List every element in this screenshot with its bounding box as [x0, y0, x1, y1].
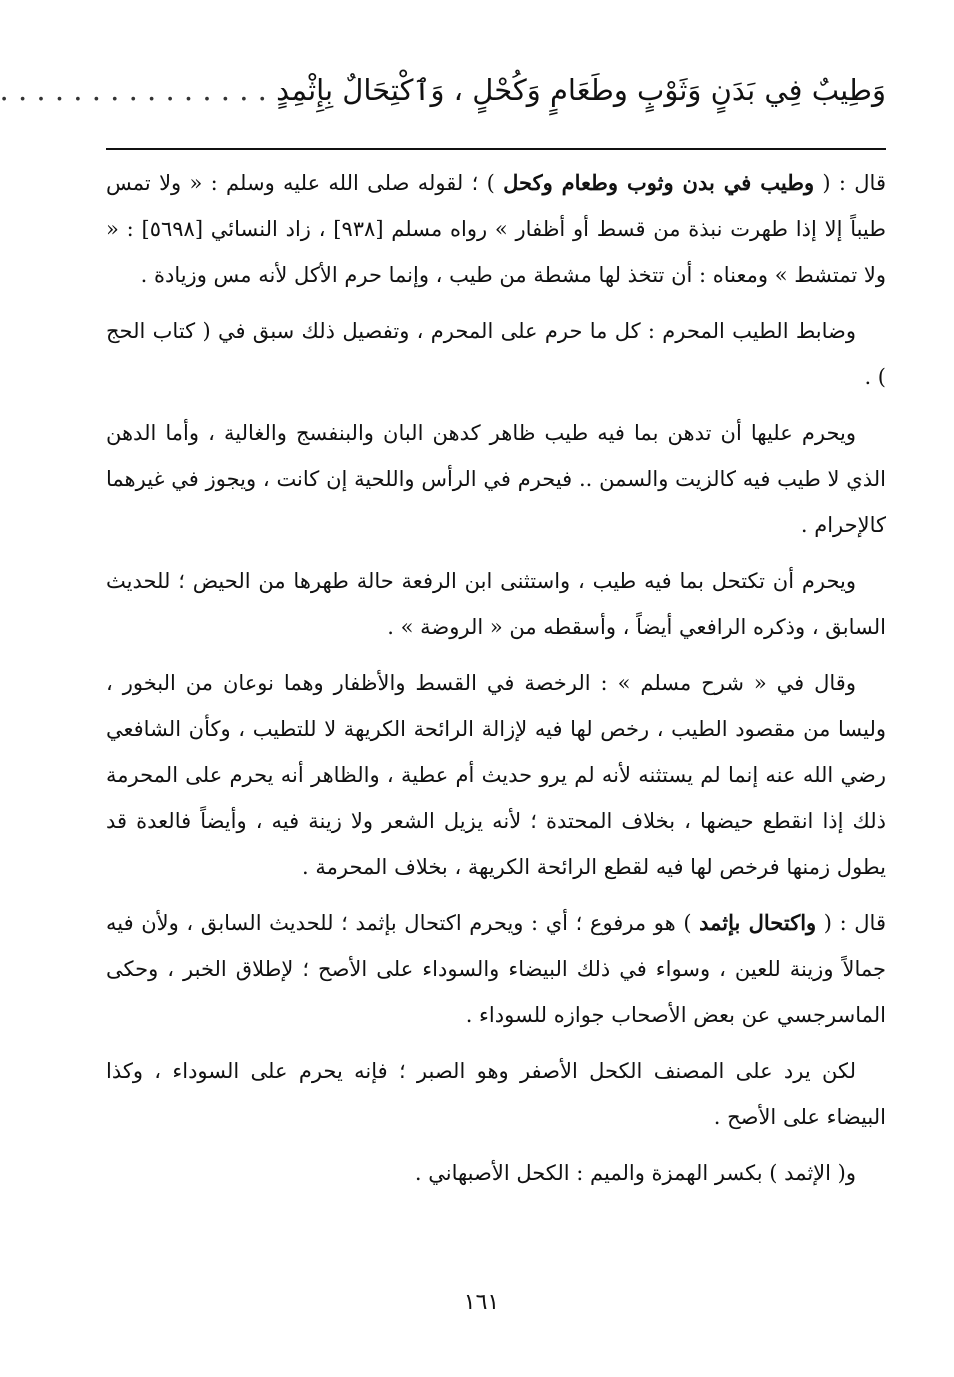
paragraph-6-commentary: ) هو مرفوع ؛ أي : ويحرم اكتحال بإثمد ؛ للحديث السابق ، ولأن فيه جمالاً وزينة للعين ، وسواء في ذلك البيضاء والسوداء على الأصح ؛ لإطلاق الخبر ، وحكى الماسرجسي عن بعض الأصحاب جوازه للسوداء . [106, 911, 886, 1027]
paragraph-1-commentary: ) ؛ لقوله صلى الله عليه وسلم : « ولا تمس طيباً إلا إذا طهرت نبذة من قسط أو أظفار » رواه مسلم [٩٣٨] ، زاد النسائي [٥٦٩٨] : « ولا تمتشط » ومعناه : أن تتخذ لها مشطة من طيب ، وإنما حرم الأكل لأنه مس وزيادة . [106, 171, 886, 287]
paragraph-7: لكن يرد على المصنف الكحل الأصفر وهو الصبر ؛ فإنه يحرم على السوداء ، وكذا البيضاء على الأصح . [106, 1059, 886, 1129]
paragraph-6-intro: قال : ( [816, 911, 886, 935]
matn-quote-1: وطيب في بدن وثوب وطعام وكحل [503, 170, 815, 195]
header-rule [106, 148, 886, 150]
paragraph-4: ويحرم أن تكتحل بما فيه طيب ، واستثنى ابن الرفعة حالة طهرها من الحيض ؛ للحديث السابق ، وذكره الرافعي أيضاً ، وأسقطه من « الروضة » . [106, 569, 886, 639]
paragraph-6 [106, 900, 886, 1038]
paragraph-5: وقال في « شرح مسلم » : الرخصة في القسط والأظفار وهما نوعان من البخور ، وليسا من مقصود الطيب ، رخص لها فيه لإزالة الرائحة الكريهة لا للتطيب ، وكأن الشافعي رضي الله عنه إنما لم يستثنه لأنه لم يرو حديث أم عطية ، والظاهر أنه يحرم على المحرمة ذلك إذا انقطع حيضها ، بخلاف المحتدة ؛ لأنه يزيل الشعر ولا زينة فيه ، وأيضاً فالعدة قد يطول زمنها فرخص لها فيه لقطع الرائحة الكريهة ، بخلاف المحرمة . [106, 671, 886, 879]
page-body [106, 160, 886, 1206]
paragraph-2: وضابط الطيب المحرم : كل ما حرم على المحرم ، وتفصيل ذلك سبق في ( كتاب الحج ) . [106, 319, 886, 389]
paragraph-1 [106, 160, 886, 298]
matn-quote-2: واكتحال بإثمد [699, 910, 817, 935]
header-leader-dots: . . . . . . . . . . . . . . . [0, 73, 267, 107]
running-header [0, 62, 886, 118]
header-text: وَطِيبٌ فِي بَدَنٍ وَثَوْبٍ وطَعَامٍ وَكُحْلٍ ، وَٱكْتِحَالٌ بِإِثْمِدٍ [276, 73, 886, 107]
paragraph-3: ويحرم عليها أن تدهن بما فيه طيب ظاهر كدهن البان والبنفسج والغالية ، وأما الدهن الذي لا طيب فيه كالزيت والسمن .. فيحرم في الرأس واللحية إن كانت ، ويجوز في غيرهما كالإحرام . [106, 421, 886, 537]
paragraph-1-intro: قال : ( [814, 171, 886, 195]
page-number: ١٦١ [463, 1290, 500, 1315]
paragraph-8: و( الإثمد ) بكسر الهمزة والميم : الكحل الأصبهاني . [414, 1161, 856, 1185]
